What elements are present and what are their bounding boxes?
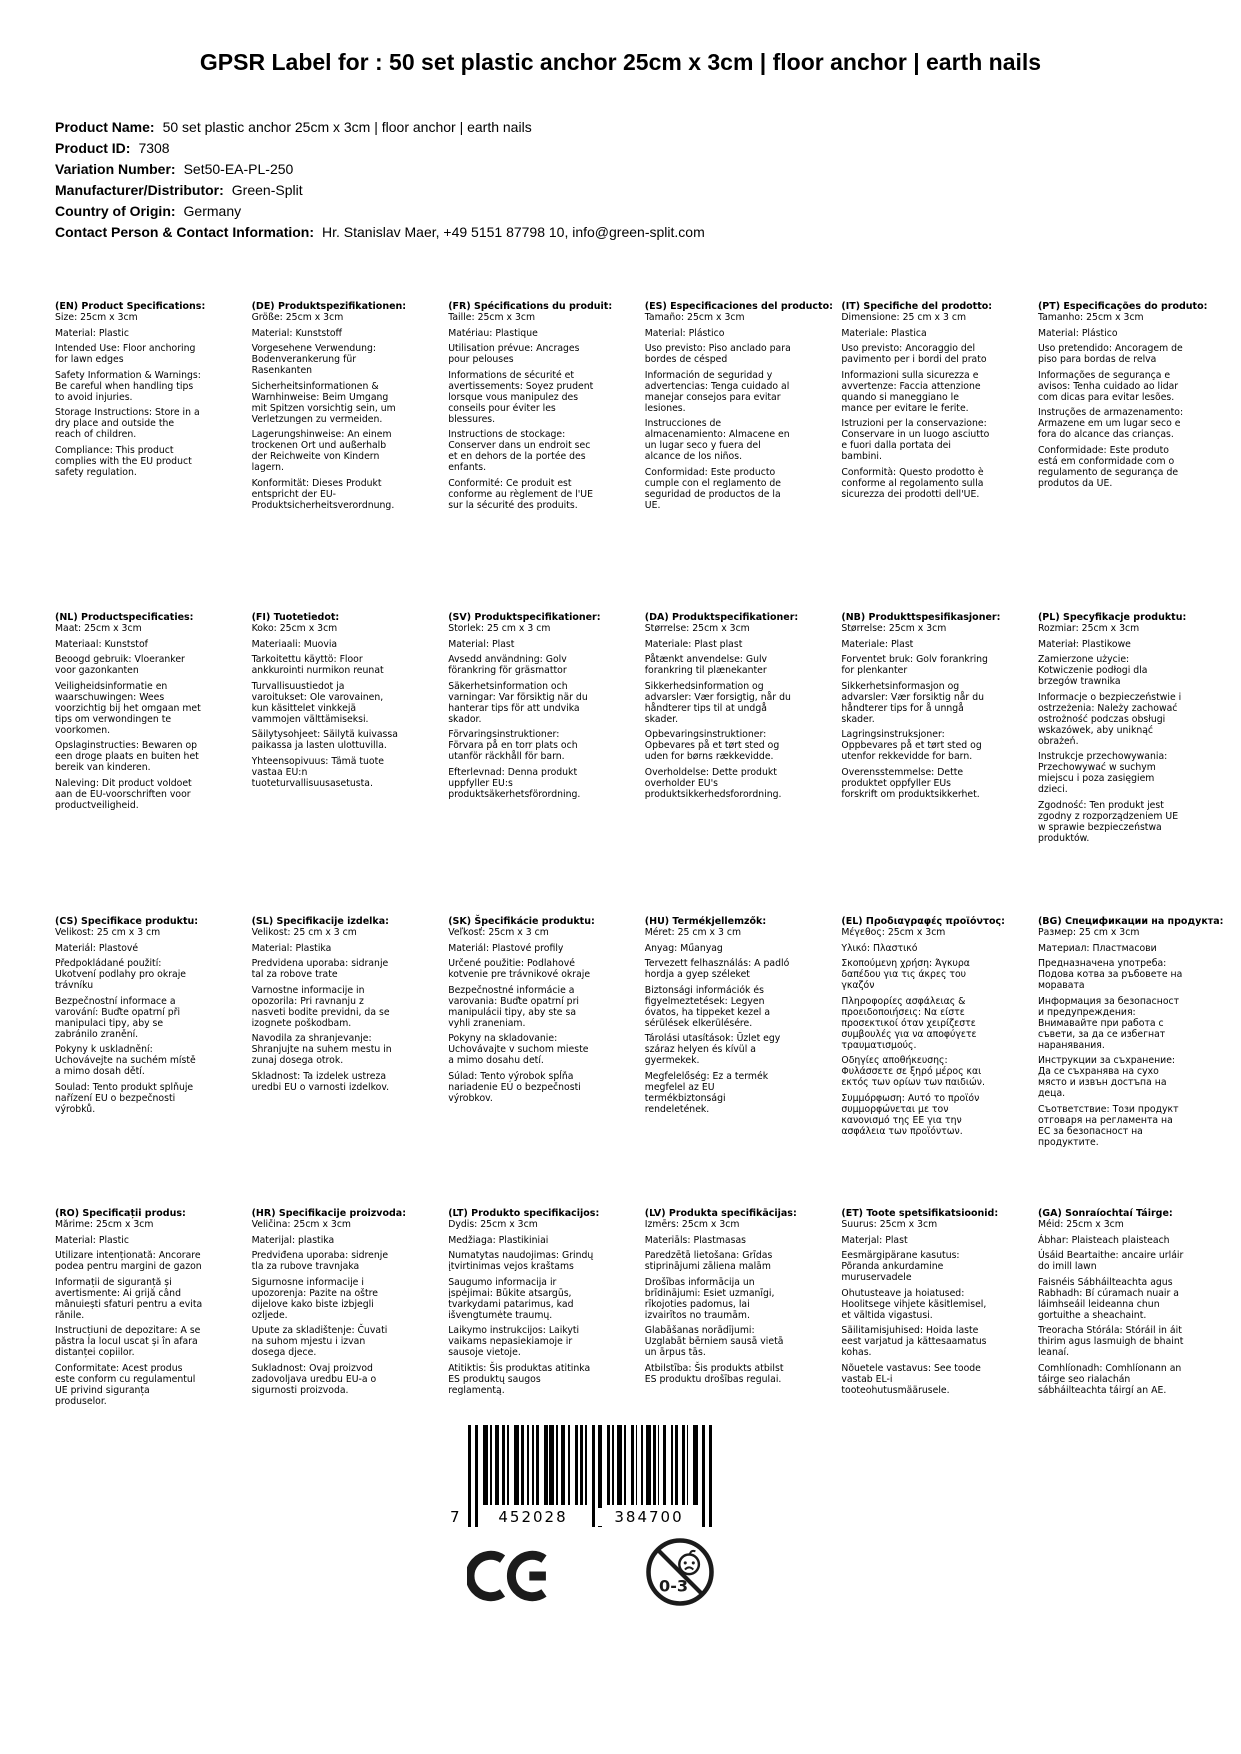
spec-paragraph: Avsedd användning: Golv förankring för gräsmattor	[448, 654, 567, 677]
spec-section-heading: (DE) Produktspezifikationen:	[251, 300, 407, 312]
spec-section-sl	[252, 916, 400, 1208]
barcode-bar	[536, 1425, 539, 1505]
spec-paragraph: Material: Plástico	[1037, 327, 1118, 339]
spec-paragraph: Forventet bruk: Golv forankring for plenkanter	[841, 654, 988, 677]
spec-paragraph: Υλικό: Πλαστικό	[841, 942, 918, 954]
barcode-bar	[641, 1425, 643, 1505]
spec-paragraph: Tervezett felhasználás: A padló hordja a gyep széleket	[644, 958, 790, 981]
spec-section-heading: (LV) Produkta specifikācijas:	[644, 1207, 797, 1219]
spec-paragraph: Atitiktis: Šis produktas atitinka ES produktų saugos reglamentą.	[448, 1362, 591, 1396]
spec-section-heading: (SV) Produktspecifikationer:	[448, 611, 601, 623]
spec-paragraph: Material: Plast	[448, 638, 515, 650]
barcode-bar	[507, 1425, 509, 1505]
spec-paragraph: Инструкции за съхранение: Да се съхранява на сухо място и извън достъпа на деца.	[1037, 1055, 1176, 1100]
barcode-bar	[483, 1425, 488, 1505]
spec-paragraph: Yhteensopivuus: Tämä tuote vastaa EU:n tuoteturvallisuusasetusta.	[251, 755, 384, 789]
spec-paragraph: Upute za skladištenje: Čuvati na suhom mjestu i izvan dosega djece.	[251, 1325, 388, 1359]
spec-paragraph: Materiale: Plastica	[841, 327, 927, 339]
spec-paragraph: Conformité: Ce produit est conforme au règlement de l'UE sur la sécurité des produits.	[448, 477, 593, 511]
product-info-value: 7308	[138, 139, 170, 156]
spec-section-heading: (RO) Specificații produs:	[55, 1207, 186, 1219]
spec-paragraph: Megfelelőség: Ez a termék megfelel az EU termékbiztonsági rendeletének.	[644, 1070, 769, 1115]
spec-paragraph: Eesmärgipärane kasutus: Põranda ankurdamine muruservadele	[841, 1250, 960, 1284]
barcode-bar	[527, 1425, 529, 1505]
product-info-row	[55, 138, 1186, 159]
spec-paragraph: Uso previsto: Ancoraggio del pavimento per i bordi del prato	[841, 343, 987, 366]
spec-section-sk	[448, 916, 596, 1208]
spec-section-heading: (PT) Especificações do produto:	[1037, 300, 1208, 312]
spec-paragraph: Conformidade: Este produto está em conformidade com o regulamento de segurança de produtos da UE.	[1037, 444, 1179, 489]
spec-section-fi	[252, 612, 400, 916]
spec-paragraph: Materijal: plastika	[251, 1234, 335, 1246]
spec-paragraph: Material: Plástico	[644, 327, 725, 339]
barcode-bar	[556, 1425, 558, 1505]
spec-paragraph: Størrelse: 25cm x 3cm	[644, 623, 750, 635]
barcode-bar	[653, 1425, 656, 1505]
spec-paragraph: Tamaño: 25cm x 3cm	[644, 312, 745, 324]
spec-paragraph: Navodila za shranjevanje: Shranjujte na suhem mestu in zunaj dosega otrok.	[251, 1033, 392, 1067]
spec-paragraph: Σκοπούμενη χρήση: Άγκυρα δαπέδου για τις άκρες του γκαζόν	[841, 958, 970, 992]
spec-section-en	[55, 300, 206, 612]
spec-paragraph: Instruções de armazenamento: Armazene em um lugar seco e fora do alcance das crianças.	[1037, 407, 1184, 441]
spec-paragraph: Säilitamisjuhised: Hoida laste eest varjatud ja kättesaamatus kohas.	[841, 1325, 987, 1359]
product-info-row	[55, 201, 1186, 222]
spec-paragraph: Opbevaringsinstruktioner: Opbevares på et tørt sted og uden for børns rækkevidde.	[644, 729, 780, 763]
product-info	[55, 117, 1186, 243]
barcode-bar	[468, 1425, 471, 1527]
spec-paragraph: Súlad: Tento výrobok spĺňa nariadenie EÚ o bezpečnosti výrobkov.	[448, 1070, 581, 1104]
spec-section-fr	[448, 300, 613, 612]
spec-section-heading: (IT) Specifiche del prodotto:	[841, 300, 993, 312]
spec-paragraph: Určené použitie: Podlahové kotvenie pre trávnikové okraje	[448, 958, 591, 981]
spec-section-heading: (ES) Especificaciones del producto:	[644, 300, 833, 312]
spec-paragraph: Sikkerhedsinformation og advarsler: Vær forsigtig, når du håndterer tips til at undgå skader.	[644, 680, 791, 725]
spec-section-heading: (FI) Tuotetiedot:	[251, 611, 340, 623]
spec-paragraph: Conformidad: Este producto cumple con el reglamento de seguridad de productos de la UE.	[644, 466, 782, 511]
spec-paragraph: Méret: 25 cm x 3 cm	[644, 927, 741, 939]
page-title: GPSR Label for : 50 set plastic anchor 25cm x 3cm | floor anchor | earth nails	[199, 49, 1042, 75]
product-info-row	[55, 222, 1186, 243]
barcode-bar	[514, 1425, 519, 1505]
spec-paragraph: Uso previsto: Piso anclado para bordes de césped	[644, 343, 791, 366]
spec-paragraph: Material: Plastic	[55, 327, 129, 339]
spec-paragraph: Påtænkt anvendelse: Gulv forankring til plænekanter	[644, 654, 768, 677]
ean-barcode	[450, 1425, 713, 1531]
spec-paragraph: Predviđena uporaba: sidrenje tla za rubove travnjaka	[251, 1250, 389, 1273]
spec-paragraph: Treoracha Stórála: Stóráil in áit thirim agus lasmuigh de bhaint leanaí.	[1037, 1325, 1184, 1359]
spec-section-da	[644, 611, 799, 916]
spec-paragraph: Overensstemmelse: Dette produktet oppfyller EUs forskrift om produktsikkerhet.	[841, 766, 980, 800]
spec-section-et	[841, 1207, 999, 1412]
barcode-bar	[490, 1425, 492, 1505]
barcode-bar	[532, 1425, 534, 1505]
barcode-left-group: 452028	[480, 1508, 586, 1526]
spec-section-hu	[645, 916, 793, 1208]
spec-section-heading: (CS) Specifikace produktu:	[55, 915, 199, 927]
spec-paragraph: Materiaal: Kunststof	[55, 638, 148, 650]
spec-section-ga	[1038, 1208, 1186, 1412]
spec-paragraph: Predvidena uporaba: sidranje tal za robove trate	[251, 958, 389, 981]
spec-section-sv	[448, 611, 601, 916]
spec-paragraph: Opslaginstructies: Bewaren op een droge plaats en buiten het bereik van kinderen.	[55, 740, 199, 774]
spec-paragraph: Veľkosť: 25cm x 3 cm	[448, 927, 549, 939]
spec-paragraph: Istruzioni per la conservazione: Conservare in un luogo asciutto e fuori dalla portata dei bambini.	[841, 418, 990, 463]
ce-mark-icon	[467, 1547, 553, 1605]
barcode-lead-digit: 7	[450, 1508, 460, 1527]
spec-paragraph: Tarkoitettu käyttö: Floor ankkurointi nurmikon reunat	[251, 654, 384, 677]
spec-paragraph: Säilytysohjeet: Säilytä kuivassa paikassa ja lasten ulottuvilla.	[251, 729, 398, 752]
spec-paragraph: Size: 25cm x 3cm	[55, 312, 138, 324]
spec-paragraph: Съответствие: Този продукт отговаря на регламента на ЕС за безопасност на продуктите.	[1037, 1103, 1179, 1148]
product-info-label: Manufacturer/Distributor:	[55, 181, 224, 198]
barcode-bar	[612, 1425, 614, 1505]
spec-paragraph: Συμμόρφωση: Αυτό το προϊόν συμμορφώνεται με τον κανονισμό της ΕΕ για την ασφάλεια των προϊόντων.	[841, 1092, 980, 1137]
spec-section-heading: (EN) Product Specifications:	[55, 300, 206, 312]
spec-paragraph: Pokyny na skladovanie: Uchovávajte v suchom mieste a mimo dosahu detí.	[448, 1033, 589, 1067]
product-info-row	[55, 180, 1186, 201]
product-info-label: Variation Number:	[55, 160, 176, 177]
spec-paragraph: Drošības informācija un brīdinājumi: Esiet uzmanīgi, rīkojoties padomus, lai izvairītos no traumām.	[644, 1276, 775, 1321]
spec-paragraph: Soulad: Tento produkt splňuje nařízení EU o bezpečnosti výrobků.	[55, 1081, 194, 1115]
spec-paragraph: Materiale: Plast	[841, 638, 914, 650]
spec-paragraph: Utilizare intenționată: Ancorare podea pentru margini de gazon	[55, 1250, 202, 1273]
spec-paragraph: Ábhar: Plaisteach plaisteach	[1037, 1234, 1170, 1246]
spec-paragraph: Säkerhetsinformation och varningar: Var försiktig när du hanterar tips för att undvika skador.	[448, 680, 588, 725]
spec-section-es	[644, 300, 833, 612]
spec-paragraph: Intended Use: Floor anchoring for lawn edges	[55, 343, 196, 366]
spec-paragraph: Οδηγίες αποθήκευσης: Φυλάσσετε σε ξηρό μέρος και εκτός των ορίων των παιδιών.	[841, 1055, 985, 1089]
barcode-bar	[693, 1425, 698, 1505]
barcode-bar	[521, 1425, 524, 1505]
spec-section-de	[251, 300, 407, 612]
spec-paragraph: Материал: Пластмасови	[1037, 942, 1157, 954]
barcode-bar	[671, 1425, 673, 1505]
spec-paragraph: Předpokládané použití: Ukotvení podlahy pro okraje trávníku	[55, 958, 187, 992]
spec-paragraph: Velikost: 25 cm x 3 cm	[55, 927, 161, 939]
spec-paragraph: Mărime: 25cm x 3cm	[55, 1219, 154, 1231]
spec-paragraph: Informações de segurança e avisos: Tenha cuidado ao lidar com dicas para evitar lesões.	[1037, 369, 1179, 403]
spec-section-nl	[55, 612, 203, 916]
product-info-label: Contact Person & Contact Information:	[55, 223, 315, 240]
spec-paragraph: Veličina: 25cm x 3cm	[251, 1219, 351, 1231]
spec-paragraph: Atbilstība: Šis produkts atbilst ES produktu drošības regulai.	[644, 1362, 784, 1385]
spec-paragraph: Tamanho: 25cm x 3cm	[1037, 312, 1144, 324]
barcode-bar	[575, 1425, 578, 1505]
barcode-bar	[502, 1425, 505, 1505]
spec-section-lv	[644, 1207, 797, 1412]
spec-paragraph: Paredzētā lietošana: Grīdas stiprinājumi zāliena malām	[644, 1250, 773, 1273]
barcode-bar	[544, 1425, 547, 1505]
spec-paragraph: Materjal: Plast	[841, 1234, 908, 1246]
barcode-bar	[607, 1425, 610, 1505]
spec-section-heading: (PL) Specyfikacje produktu:	[1037, 611, 1187, 623]
spec-paragraph: Zamierzone użycie: Kotwiczenie podłogi dla brzegów trawnika	[1037, 654, 1148, 688]
spec-paragraph: Μέγεθος: 25cm x 3cm	[841, 927, 946, 939]
barcode-bar	[709, 1425, 712, 1527]
spec-paragraph: Informații de siguranță și avertismente: Ai grijă când mânuiești sfaturi pentru a evita rănile.	[55, 1276, 203, 1321]
spec-paragraph: Beoogd gebruik: Vloeranker voor gazonkanten	[55, 654, 185, 677]
spec-section-cs	[55, 916, 203, 1208]
spec-paragraph: Comhlíonadh: Comhlíonann an táirge seo rialachán sábháilteachta táirgí an AE.	[1037, 1362, 1182, 1396]
spec-section-it	[841, 300, 993, 612]
spec-paragraph: Conformitate: Acest produs este conform cu regulamentul UE privind siguranța produselor.	[55, 1362, 196, 1407]
barcode-bar	[617, 1425, 622, 1505]
spec-paragraph: Laikymo instrukcijos: Laikyti vaikams nepasiekiamoje ir sausoje vietoje.	[448, 1325, 580, 1359]
spec-paragraph: Úsáid Beartaithe: ancaire urláir do imill lawn	[1037, 1250, 1184, 1273]
spec-paragraph: Medžiaga: Plastikiniai	[448, 1234, 549, 1246]
spec-section-el	[841, 915, 1005, 1208]
spec-paragraph: Numatytas naudojimas: Grindų įtvirtinimas vejos kraštams	[448, 1250, 594, 1273]
barcode-bar	[663, 1425, 666, 1505]
spec-section-heading: (SK) Špecifikácie produktu:	[448, 915, 595, 927]
spec-section-heading: (BG) Спецификации на продукта:	[1037, 915, 1224, 927]
spec-section-pt	[1037, 300, 1208, 612]
product-info-row	[55, 159, 1186, 180]
product-info-value: 50 set plastic anchor 25cm x 3cm | floor anchor | earth nails	[162, 118, 532, 135]
barcode-bar	[646, 1425, 651, 1505]
spec-paragraph: Material: Plastika	[251, 942, 332, 954]
barcode-bar	[549, 1425, 554, 1505]
conformity-marks	[467, 1537, 715, 1607]
barcode-right-group: 384700	[596, 1508, 702, 1526]
barcode-bar	[675, 1425, 678, 1505]
spec-paragraph: Naleving: Dit product voldoet aan de EU-voorschriften voor productveiligheid.	[55, 777, 192, 811]
spec-paragraph: Pokyny k uskladnění: Uchovávejte na suchém místě a mimo dosah dětí.	[55, 1044, 196, 1078]
spec-paragraph: Materiale: Plast plast	[644, 638, 743, 650]
spec-section-heading: (LT) Produkto specifikacijos:	[448, 1207, 600, 1219]
spec-paragraph: Zgodność: Ten produkt jest zgodny z rozporządzeniem UE w sprawie bezpieczeństwa produktów.	[1037, 799, 1179, 844]
spec-paragraph: Størrelse: 25cm x 3cm	[841, 623, 947, 635]
spec-section-heading: (EL) Προδιαγραφές προϊόντος:	[841, 915, 1005, 927]
barcode-bar	[624, 1425, 626, 1505]
barcode-bar	[585, 1425, 587, 1505]
product-info-row	[55, 117, 1186, 138]
spec-paragraph: Matériau: Plastique	[448, 327, 538, 339]
spec-section-heading: (HR) Specifikacije proizvoda:	[251, 1207, 407, 1219]
spec-paragraph: Instrucciones de almacenamiento: Almacene en un lugar seco y fuera del alcance de los niños.	[644, 418, 790, 463]
spec-paragraph: Sigurnosne informacije i upozorenja: Pazite na oštre dijelove kako biste izbjegli ozljede.	[251, 1276, 378, 1321]
spec-paragraph: Méid: 25cm x 3cm	[1037, 1219, 1124, 1231]
barcode-bar	[475, 1425, 478, 1527]
barcode-bar	[702, 1425, 705, 1527]
spec-paragraph: Utilisation prévue: Ancrages pour pelouses	[448, 343, 580, 366]
spec-paragraph: Nõuetele vastavus: See toode vastab EL-i tooteohutusmäärusele.	[841, 1362, 981, 1396]
spec-paragraph: Bezpečnostní informace a varování: Buďte opatrní při manipulaci tipy, aby se zabránilo zranění.	[55, 995, 181, 1040]
barcode-bar	[682, 1425, 685, 1505]
spec-paragraph: Größe: 25cm x 3cm	[251, 312, 344, 324]
barcode-bar	[658, 1425, 660, 1505]
barcode-bar	[495, 1425, 498, 1505]
spec-paragraph: Instrucțiuni de depozitare: A se păstra la locul uscat și în afara distanței copiilor.	[55, 1325, 201, 1359]
barcode-bar	[561, 1425, 564, 1505]
spec-paragraph: Taille: 25cm x 3cm	[448, 312, 536, 324]
label-footer	[25, 1425, 1156, 1607]
spec-paragraph: Lagerungshinweise: An einem trockenen Ort und außerhalb der Reichweite von Kindern lagern.	[251, 429, 392, 474]
spec-paragraph: Предназначена употреба: Подова котва за ръбовете на моравата	[1037, 958, 1183, 992]
product-info-value: Germany	[183, 202, 242, 219]
barcode-bar	[636, 1425, 638, 1505]
spec-paragraph: Vorgesehene Verwendung: Bodenverankerung für Rasenkanten	[251, 343, 377, 377]
spec-section-heading: (DA) Produktspecifikationer:	[644, 611, 799, 623]
spec-paragraph: Materiał: Plastikowe	[1037, 638, 1131, 650]
spec-paragraph: Velikost: 25 cm x 3 cm	[251, 927, 357, 939]
spec-section-nb	[841, 611, 1001, 916]
spec-paragraph: Instrukcje przechowywania: Przechowywać w suchym miejscu i poza zasięgiem dzieci.	[1037, 751, 1168, 796]
spec-paragraph: Informazioni sulla sicurezza e avvertenze: Faccia attenzione quando si maneggiano le mance per evitare le ferite.	[841, 369, 981, 414]
spec-paragraph: Размер: 25 cm x 3cm	[1037, 927, 1140, 939]
spec-paragraph: Sikkerhetsinformasjon og advarsler: Vær forsiktig når du håndterer tips for å unngå skader.	[841, 680, 984, 725]
spec-paragraph: Skladnost: Ta izdelek ustreza uredbi EU o varnosti izdelkov.	[251, 1070, 390, 1093]
product-info-label: Country of Origin:	[55, 202, 176, 219]
age-warning-0-3-icon	[645, 1537, 715, 1607]
spec-paragraph: Ohutusteave ja hoiatused: Hoolitsege vihjete käsitlemisel, et vältida vigastusi.	[841, 1287, 987, 1321]
spec-paragraph: Materiaali: Muovia	[251, 638, 338, 650]
spec-section-heading: (SL) Specifikacije izdelka:	[251, 915, 389, 927]
spec-paragraph: Förvaringsinstruktioner: Förvara på en torr plats och utanför räckhåll för barn.	[448, 729, 578, 763]
spec-paragraph: Compliance: This product complies with the EU product safety regulation.	[55, 444, 192, 478]
spec-paragraph: Dimensione: 25 cm x 3 cm	[841, 312, 967, 324]
spec-paragraph: Suurus: 25cm x 3cm	[841, 1219, 938, 1231]
spec-paragraph: Uso pretendido: Ancoragem de piso para bordas de relva	[1037, 343, 1183, 366]
spec-section-ro	[55, 1208, 203, 1412]
spec-grid	[55, 300, 1224, 1412]
baby-face-icon	[679, 1555, 699, 1575]
spec-paragraph: Veiligheidsinformatie en waarschuwingen: Wees voorzichtig bij het omgaan met tips om verwondingen te voorkomen.	[55, 680, 201, 736]
spec-section-hr	[251, 1207, 407, 1412]
spec-paragraph: Sukladnost: Ovaj proizvod zadovoljava uredbu EU-a o sigurnosti proizvoda.	[251, 1362, 377, 1396]
spec-section-bg	[1037, 915, 1224, 1208]
spec-paragraph: Storage Instructions: Store in a dry place and outside the reach of children.	[55, 407, 200, 441]
spec-section-heading: (NB) Produkttspesifikasjoner:	[841, 611, 1001, 623]
spec-paragraph: Informacje o bezpieczeństwie i ostrzeżenia: Należy zachować ostrożność podczas obsługi wskazówek, aby uniknąć obrażeń.	[1037, 691, 1182, 747]
spec-section-lt	[448, 1207, 600, 1412]
spec-paragraph: Maat: 25cm x 3cm	[55, 623, 142, 635]
spec-paragraph: Turvallisuustiedot ja varoitukset: Ole varovainen, kun käsittelet vinkkejä vammojen välttämiseksi.	[251, 680, 384, 725]
spec-paragraph: Anyag: Műanyag	[644, 942, 723, 954]
spec-section-pl	[1038, 612, 1186, 916]
spec-paragraph: Varnostne informacije in opozorila: Pri ravnanju z nasveti bodite previdni, da se izognete poškodbam.	[251, 984, 390, 1029]
spec-paragraph: Instructions de stockage: Conserver dans un endroit sec et en dehors de la portée des enfants.	[448, 429, 591, 474]
spec-paragraph: Rozmiar: 25cm x 3cm	[1037, 623, 1140, 635]
spec-paragraph: Konformität: Dieses Produkt entspricht der EU-Produktsicherheitsverordnung.	[251, 477, 395, 511]
spec-paragraph: Dydis: 25cm x 3cm	[448, 1219, 538, 1231]
spec-paragraph: Sicherheitsinformationen & Warnhinweise: Beim Umgang mit Spitzen vorsichtig sein, um Verletzungen zu vermeiden.	[251, 380, 396, 425]
spec-section-heading: (FR) Spécifications du produit:	[448, 300, 613, 312]
barcode-bar	[687, 1425, 689, 1505]
spec-paragraph: Materiál: Plastové profily	[448, 942, 564, 954]
barcode-bar	[568, 1425, 570, 1505]
spec-paragraph: Izmērs: 25cm x 3cm	[644, 1219, 740, 1231]
spec-paragraph: Faisnéis Sábháilteachta agus Rabhadh: Bí cúramach nuair a láimhseáil leideanna chun gortuithe a sheachaint.	[1037, 1276, 1179, 1321]
spec-paragraph: Materiál: Plastové	[55, 942, 139, 954]
spec-section-heading: (ET) Toote spetsifikatsioonid:	[841, 1207, 999, 1219]
age-warning-label: 0-3	[658, 1576, 688, 1596]
barcode-bar	[592, 1425, 595, 1527]
product-info-label: Product ID:	[55, 139, 131, 156]
spec-section-heading: (HU) Termékjellemzők:	[644, 915, 767, 927]
spec-paragraph: Informations de sécurité et avertissements: Soyez prudent lorsque vous manipulez des conseils pour éviter les blessures.	[448, 369, 594, 425]
spec-paragraph: Materiāls: Plastmasas	[644, 1234, 746, 1246]
spec-paragraph: Πληροφορίες ασφάλειας & προειδοποιήσεις: Να είστε προσεκτικοί όταν χειρίζεστε συμβουλές για να αποφύγετε τραυματισμούς.	[841, 995, 977, 1051]
spec-paragraph: Efterlevnad: Denna produkt uppfyller EU:s produktsäkerhetsförordning.	[448, 766, 581, 800]
product-info-value: Hr. Stanislav Maer, +49 5151 87798 10, info@green-split.com	[322, 223, 705, 240]
barcode-bar	[580, 1425, 583, 1505]
spec-section-heading: (GA) Sonraíochtaí Táirge:	[1037, 1207, 1173, 1219]
spec-paragraph: Información de seguridad y advertencias: Tenga cuidado al manejar consejos para evitar lesiones.	[644, 369, 790, 414]
spec-paragraph: Conformità: Questo prodotto è conforme al regolamento sulla sicurezza dei prodotti dell'UE.	[841, 466, 984, 500]
product-info-value: Set50-EA-PL-250	[183, 160, 294, 177]
spec-paragraph: Koko: 25cm x 3cm	[251, 623, 338, 635]
spec-paragraph: Bezpečnostné informácie a varovania: Buďte opatrní pri manipulácii tipy, aby ste sa vyhli zraneniam.	[448, 984, 579, 1029]
spec-paragraph: Saugumo informacija ir įspėjimai: Būkite atsargūs, tvarkydami patarimus, kad išvengtumėte traumų.	[448, 1276, 574, 1321]
spec-paragraph: Lagringsinstruksjoner: Oppbevares på et tørt sted og utenfor rekkevidde for barn.	[841, 729, 982, 763]
spec-paragraph: Overholdelse: Dette produkt overholder EU's produktsikkerhedsforordning.	[644, 766, 782, 800]
spec-paragraph: Material: Kunststoff	[251, 327, 342, 339]
spec-paragraph: Storlek: 25 cm x 3 cm	[448, 623, 551, 635]
spec-paragraph: Информация за безопасност и предупреждения: Внимавайте при работа с съвети, за да се избегнат наранявания.	[1037, 995, 1180, 1051]
spec-paragraph: Glabāšanas norādījumi: Uzglabāt bērniem sausā vietā un ārpus tās.	[644, 1325, 784, 1359]
barcode-bar	[631, 1425, 634, 1505]
spec-paragraph: Safety Information & Warnings: Be careful when handling tips to avoid injuries.	[55, 369, 201, 403]
product-info-value: Green-Split	[231, 181, 303, 198]
spec-paragraph: Material: Plastic	[55, 1234, 129, 1246]
spec-section-heading: (NL) Productspecificaties:	[55, 611, 194, 623]
spec-paragraph: Biztonsági információk és figyelmeztetések: Legyen óvatos, ha tippeket kezel a sérülések elkerülésére.	[644, 984, 771, 1029]
spec-paragraph: Tárolási utasítások: Üzlet egy száraz helyen és kívül a gyermekek.	[644, 1033, 781, 1067]
product-info-label: Product Name:	[55, 118, 155, 135]
